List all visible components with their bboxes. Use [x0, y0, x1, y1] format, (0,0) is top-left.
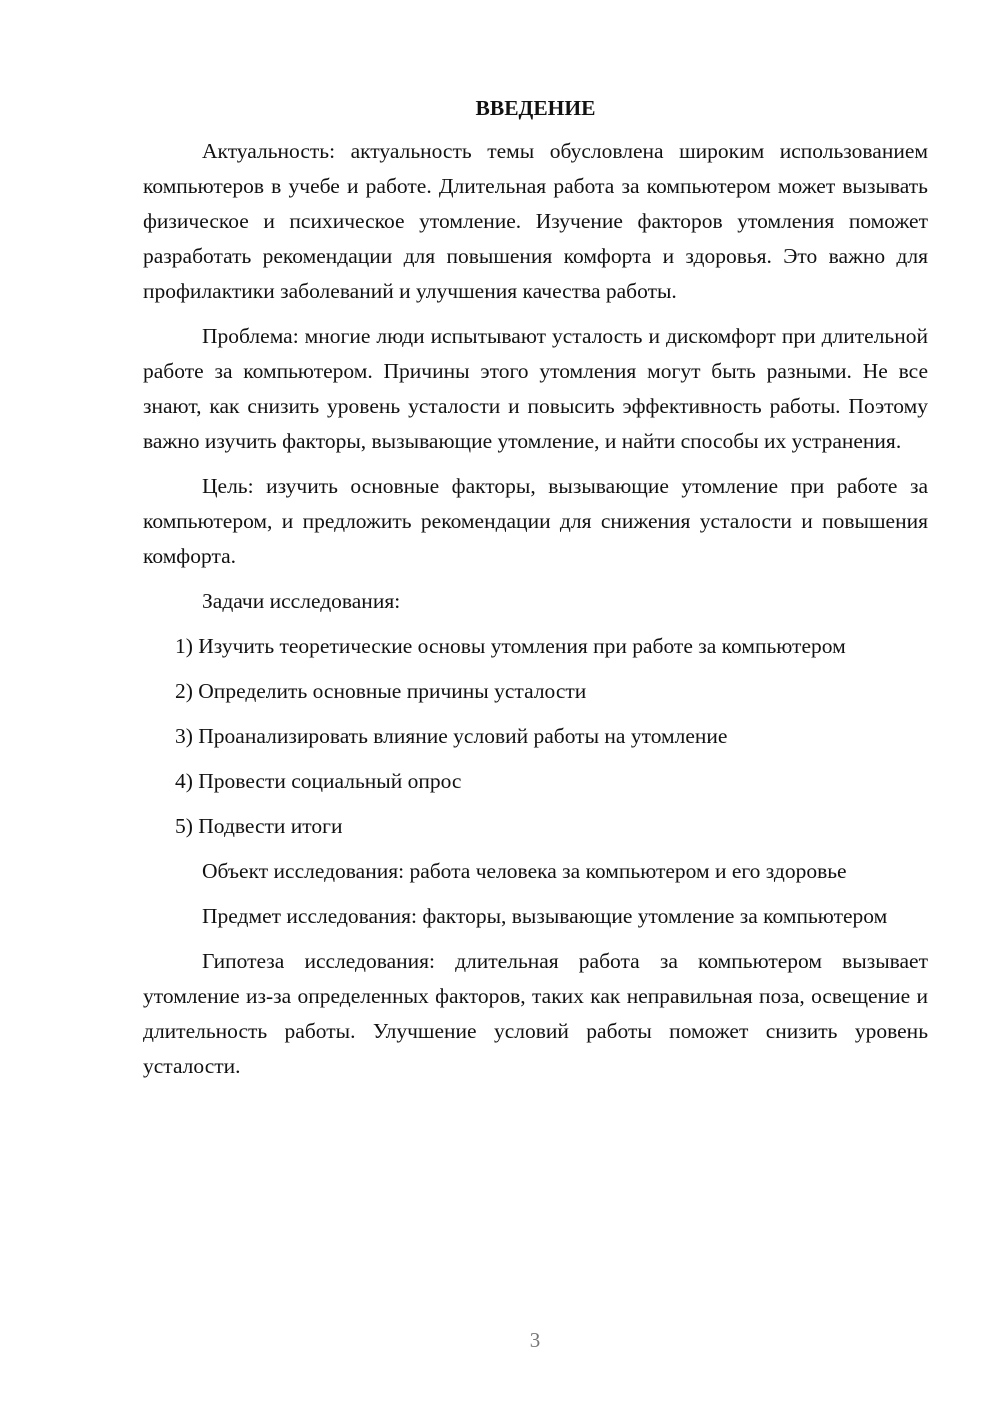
task-item-3: 3) Проанализировать влияние условий работы на утомление [175, 724, 728, 748]
task-item-4: 4) Провести социальный опрос [175, 769, 462, 793]
goal-paragraph: Цель: изучить основные факторы, вызывающие утомление при работе за компьютером, и предложить рекомендации для снижения усталости и повышения комфорта. [143, 474, 928, 568]
page-content [143, 90, 928, 1094]
task-item-1: 1) Изучить теоретические основы утомления при работе за компьютером [175, 634, 846, 658]
task-item-5: 5) Подвести итоги [175, 814, 343, 838]
tasks-list [143, 629, 928, 844]
task-item-2: 2) Определить основные причины усталости [175, 679, 587, 703]
section-title: ВВЕДЕНИЕ [475, 96, 596, 120]
page-number: 3 [529, 1328, 541, 1352]
object-paragraph: Объект исследования: работа человека за компьютером и его здоровье [202, 859, 847, 883]
relevance-paragraph: Актуальность: актуальность темы обусловлена широким использованием компьютеров в учебе и работе. Длительная работа за компьютером может вызывать физическое и психическое утомление. Изучение факторов утомления поможет разработать рекомендации для повышения комфорта и здоровья. Это важно для профилактики заболеваний и улучшения качества работы. [143, 139, 928, 303]
tasks-heading: Задачи исследования: [202, 589, 401, 613]
problem-paragraph: Проблема: многие люди испытывают усталость и дискомфорт при длительной работе за компьютером. Причины этого утомления могут быть разными. Не все знают, как снизить уровень усталости и повысить эффективность работы. Поэтому важно изучить факторы, вызывающие утомление, и найти способы их устранения. [143, 324, 928, 453]
hypothesis-paragraph: Гипотеза исследования: длительная работа за компьютером вызывает утомление из-за определенных факторов, таких как неправильная поза, освещение и длительность работы. Улучшение условий работы поможет снизить уровень усталости. [143, 949, 928, 1078]
subject-paragraph: Предмет исследования: факторы, вызывающие утомление за компьютером [202, 904, 888, 928]
